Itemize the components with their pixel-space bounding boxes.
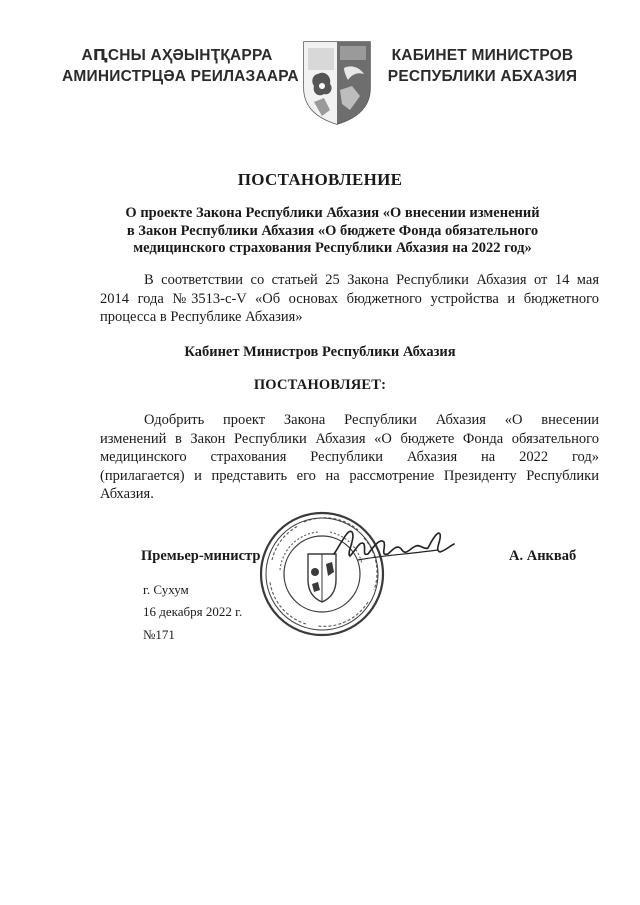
- subject-line: медицинского страхования Республики Абхазия на 2022 год»: [133, 240, 532, 256]
- paragraph-line: процесса в Республике Абхазия»: [100, 309, 303, 325]
- subject-line: в Закон Республики Абхазия «О бюджете Фонда обязательного: [126, 222, 539, 239]
- document-number: №171: [143, 627, 175, 642]
- document-city: г. Сухум: [143, 582, 189, 597]
- signatory-name: А. Анкваб: [509, 548, 577, 564]
- paragraph-line: медицинского страхования Республики Абхазия на 2022 год»: [100, 449, 599, 465]
- document-subject: [100, 205, 565, 258]
- paragraph-line: В соответствии со статьей 25 Закона Республики Абхазия от 14 мая: [144, 272, 599, 288]
- issuing-body: Кабинет Министров Республики Абхазия: [184, 344, 456, 360]
- letterhead-abkhaz-line-1: АԤСНЫ АҲӘЫНҬҚАРРА: [81, 47, 273, 64]
- letterhead-russian-line-1: КАБИНЕТ МИНИСТРОВ: [391, 47, 574, 64]
- paragraph-line: (прилагается) и представить его на рассмотрение Президенту Республики: [100, 467, 599, 484]
- resolves-heading: ПОСТАНОВЛЯЕТ:: [253, 377, 387, 393]
- subject-line: О проекте Закона Республики Абхазия «О внесении изменений: [125, 205, 540, 221]
- document-title: ПОСТАНОВЛЕНИЕ: [237, 170, 403, 189]
- paragraph-line: Абхазия.: [100, 486, 154, 502]
- letterhead-russian-line-2: РЕСПУБЛИКИ АБХАЗИЯ: [387, 68, 578, 85]
- paragraph-line: изменений в Закон Республики Абхазия «О бюджете Фонда обязательного: [100, 430, 599, 447]
- signatory-title: Премьер-министр: [141, 548, 261, 564]
- paragraph-line: Одобрить проект Закона Республики Абхазия «О внесении: [144, 412, 599, 428]
- preamble-paragraph: [100, 271, 599, 327]
- letterhead-abkhaz-line-2: АМИНИСТРЦӘА РЕИЛАЗААРА: [62, 68, 299, 85]
- letterhead-abkhaz: [62, 45, 299, 87]
- document-date: 16 декабря 2022 г.: [143, 604, 243, 619]
- handwritten-signature: [328, 520, 458, 570]
- letterhead-russian: [385, 45, 580, 87]
- coat-of-arms-emblem: [300, 40, 374, 126]
- paragraph-line: 2014 года №3513-с-V «Об основах бюджетного устройства и бюджетного: [100, 290, 599, 307]
- resolution-paragraph: [100, 411, 599, 504]
